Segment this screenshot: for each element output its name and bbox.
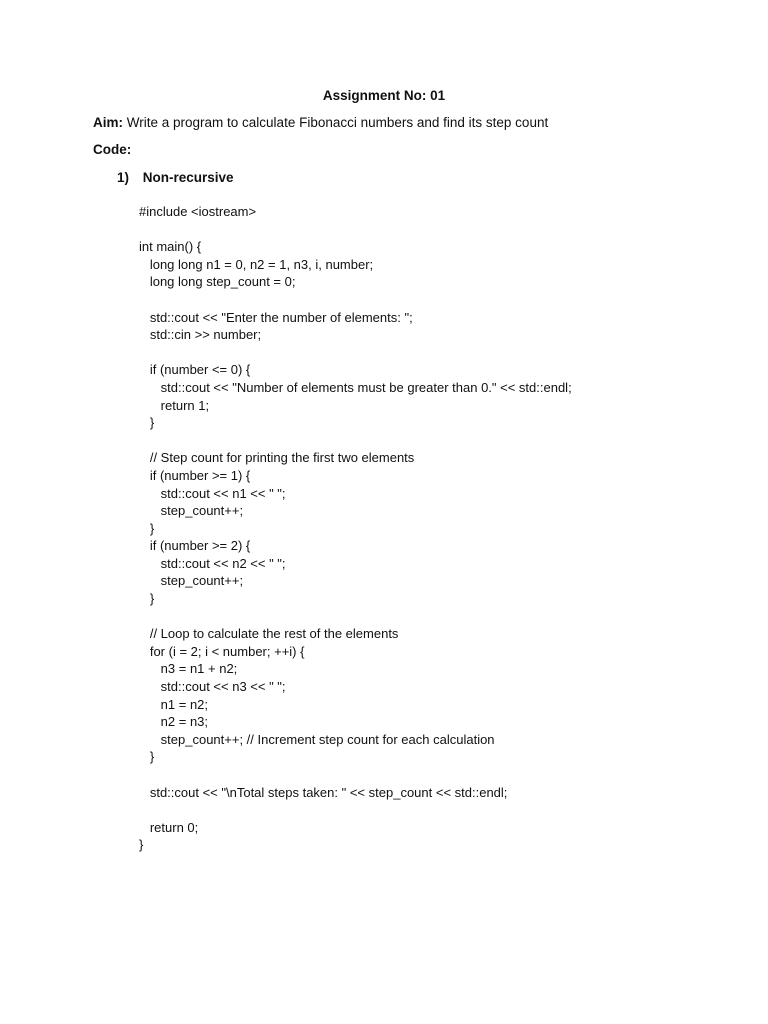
aim-text: Write a program to calculate Fibonacci numbers and find its step count (123, 115, 549, 130)
section-heading (117, 169, 234, 187)
aim-label: Aim: (93, 115, 123, 130)
section-title: Non-recursive (142, 170, 234, 185)
code-heading: Code: (93, 142, 132, 157)
section-number: 1) (117, 170, 130, 185)
assignment-title: Assignment No: 01 (322, 88, 446, 103)
code-block: #include <iostream> int main() { long long n1 = 0, n2 = 1, n3, i, number; long long step_count = 0; std::cout << "Enter the number of elements: "; std::cin >> number; if (number <= 0) { std::cout << "Number of elements must be greater than 0." << std::endl; return 1; } // Step count for printing the first two elements if (number >= 1) { std::cout << n1 << " "; step_count++; } if (number >= 2) { std::cout << n2 << " "; step_count++; } // Loop to calculate the rest of the elements for (i = 2; i < number; ++i) { n3 = n1 + n2; std::cout << n3 << " "; n1 = n2; n2 = n3; step_count++; // Increment step count for each calculation } std::cout << "\nTotal steps taken: " << step_count << std::endl; return 0; } (139, 204, 572, 853)
aim-line (93, 114, 548, 132)
